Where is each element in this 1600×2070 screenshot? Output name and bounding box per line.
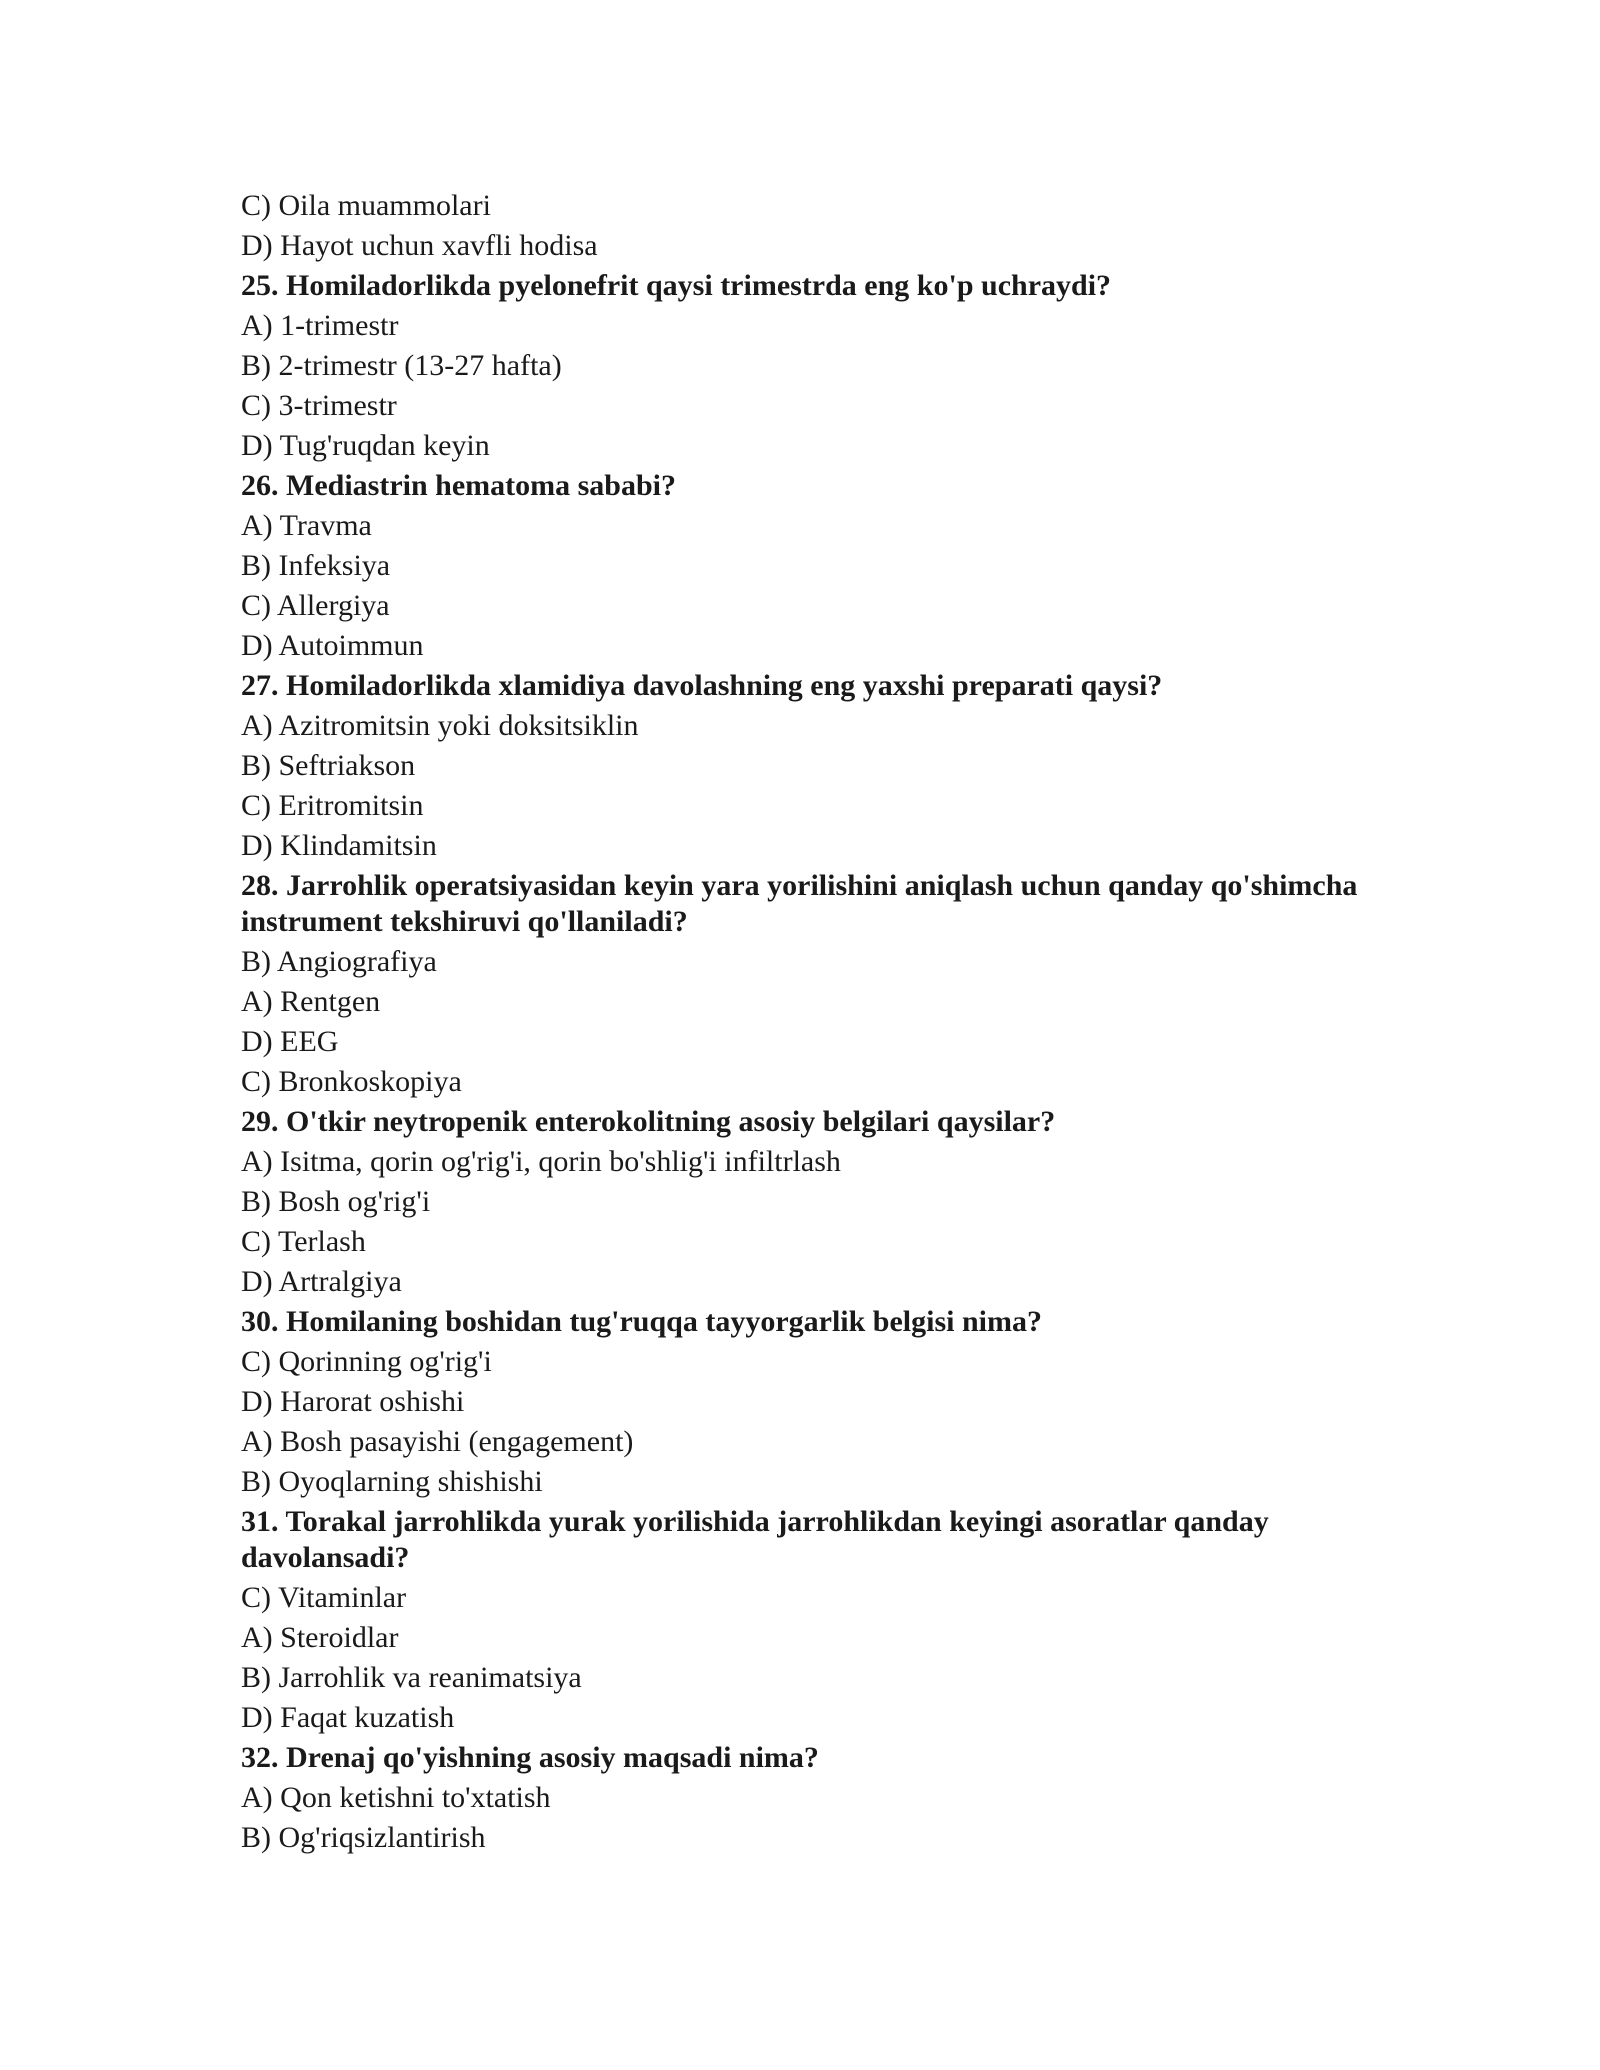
- option-line: C) Qorinning og'rig'i: [241, 1345, 492, 1378]
- option-line: B) Seftriakson: [241, 749, 416, 782]
- option-line: C) 3-trimestr: [241, 389, 397, 422]
- option-line: D) Tug'ruqdan keyin: [241, 429, 490, 462]
- question-heading: 27. Homiladorlikda xlamidiya davolashning eng yaxshi preparati qaysi?: [241, 669, 1163, 702]
- question-heading: 32. Drenaj qo'yishning asosiy maqsadi nima?: [241, 1741, 819, 1774]
- question-heading: 25. Homiladorlikda pyelonefrit qaysi trimestrda eng ko'p uchraydi?: [241, 269, 1112, 302]
- option-line: C) Vitaminlar: [241, 1581, 407, 1614]
- option-line: C) Oila muammolari: [241, 189, 491, 222]
- option-line: C) Terlash: [241, 1225, 366, 1258]
- option-line: D) Hayot uchun xavfli hodisa: [241, 229, 598, 262]
- option-line: D) Artralgiya: [241, 1265, 402, 1298]
- option-line: A) Azitromitsin yoki doksitsiklin: [241, 709, 639, 742]
- option-line: D) Harorat oshishi: [241, 1385, 465, 1418]
- option-line: A) Steroidlar: [241, 1621, 399, 1654]
- option-line: D) Autoimmun: [241, 629, 424, 662]
- option-line: B) Angiografiya: [241, 945, 437, 978]
- option-line: B) Bosh og'rig'i: [241, 1185, 431, 1218]
- option-line: B) Oyoqlarning shishishi: [241, 1465, 543, 1498]
- option-line: A) Rentgen: [241, 985, 381, 1018]
- question-heading: 31. Torakal jarrohlikda yurak yorilishida jarrohlikdan keyingi asoratlar qanday davolansadi?: [241, 1505, 1269, 1574]
- option-line: C) Allergiya: [241, 589, 390, 622]
- question-heading: 30. Homilaning boshidan tug'ruqqa tayyorgarlik belgisi nima?: [241, 1305, 1042, 1338]
- option-line: B) 2-trimestr (13-27 hafta): [241, 349, 562, 382]
- question-heading: 29. O'tkir neytropenik enterokolitning asosiy belgilari qaysilar?: [241, 1105, 1056, 1138]
- option-line: A) Bosh pasayishi (engagement): [241, 1425, 634, 1458]
- option-line: D) Faqat kuzatish: [241, 1701, 455, 1734]
- option-line: B) Og'riqsizlantirish: [241, 1821, 486, 1854]
- option-line: A) 1-trimestr: [241, 309, 399, 342]
- question-heading: 26. Mediastrin hematoma sababi?: [241, 469, 676, 502]
- option-line: C) Eritromitsin: [241, 789, 424, 822]
- document-page: [241, 186, 1441, 1858]
- option-line: D) Klindamitsin: [241, 829, 437, 862]
- option-line: D) EEG: [241, 1025, 339, 1058]
- option-line: A) Travma: [241, 509, 372, 542]
- question-heading: 28. Jarrohlik operatsiyasidan keyin yara yorilishini aniqlash uchun qanday qo'shimcha instrument tekshiruvi qo'llaniladi?: [241, 869, 1358, 938]
- option-line: A) Qon ketishni to'xtatish: [241, 1781, 551, 1814]
- option-line: B) Infeksiya: [241, 549, 391, 582]
- option-line: B) Jarrohlik va reanimatsiya: [241, 1661, 582, 1694]
- option-line: A) Isitma, qorin og'rig'i, qorin bo'shlig'i infiltrlash: [241, 1145, 841, 1178]
- option-line: C) Bronkoskopiya: [241, 1065, 462, 1098]
